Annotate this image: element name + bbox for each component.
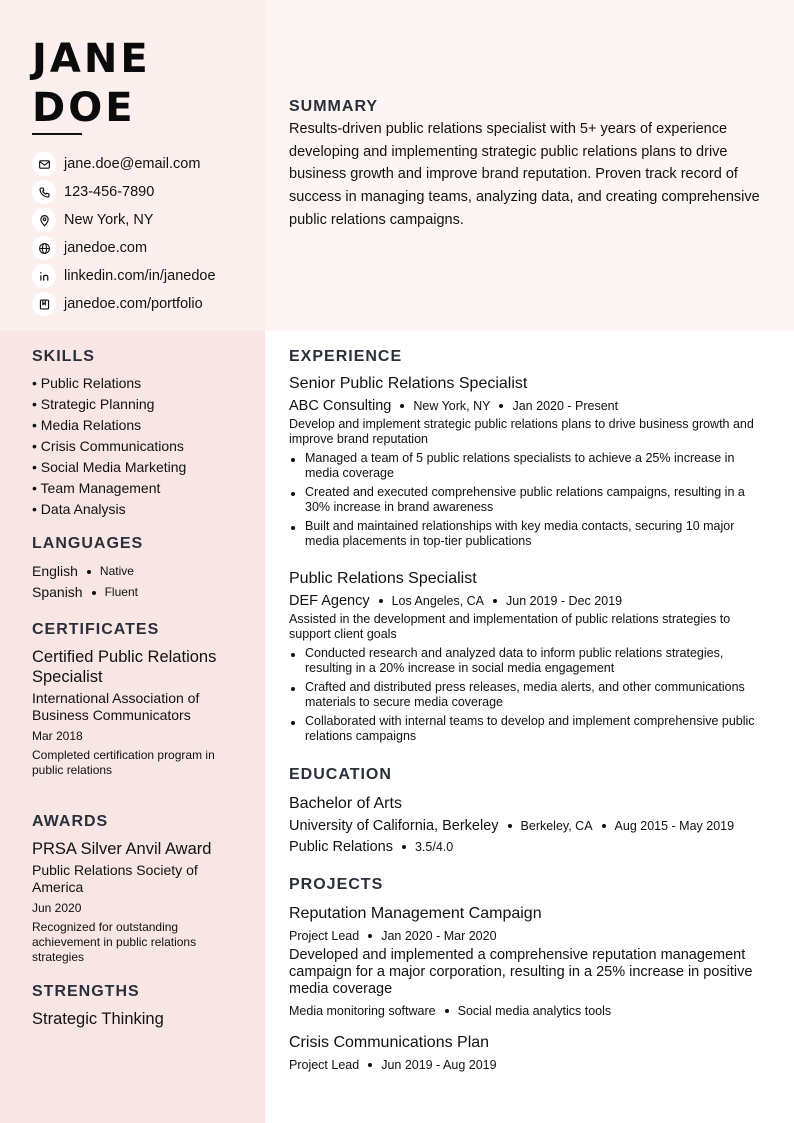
- projects-section: [289, 876, 765, 1019]
- contact-phone[interactable]: [32, 178, 216, 206]
- job-bullet: Conducted research and analyzed data to inform public relations strategies, resulting in a 20% increase in social media engagement: [289, 646, 765, 676]
- education-dates: Aug 2015 - May 2019: [614, 818, 735, 833]
- gpa: 3.5/4.0: [414, 839, 454, 854]
- languages-section: [32, 535, 247, 603]
- language-name: Spanish: [32, 584, 83, 600]
- separator-dot: [368, 1063, 372, 1067]
- contact-portfolio[interactable]: [32, 290, 216, 318]
- location-pin-icon: [32, 208, 56, 232]
- contact-email[interactable]: [32, 150, 216, 178]
- certificates-section: [32, 621, 247, 778]
- skills-section: [32, 348, 247, 520]
- job-bullets: [289, 451, 765, 549]
- separator-dot: [508, 824, 512, 828]
- contact-linkedin-text: linkedin.com/in/janedoe: [64, 268, 216, 284]
- skill-item: • Media Relations: [32, 417, 142, 433]
- portfolio-icon: [32, 292, 56, 316]
- job-title: Public Relations Specialist: [289, 570, 477, 587]
- certificate-org: International Association of Business Communicators: [32, 690, 200, 723]
- last-name: DOE: [32, 85, 136, 131]
- job-location: Los Angeles, CA: [391, 593, 485, 608]
- education-field-row: [289, 838, 765, 855]
- contact-list: [32, 150, 216, 318]
- project-entry: [289, 1033, 765, 1073]
- separator-dot: [368, 934, 372, 938]
- linkedin-icon: [32, 264, 56, 288]
- education-section: [289, 766, 765, 855]
- project-role: Project Lead: [289, 928, 360, 943]
- first-name: JANE: [32, 36, 151, 82]
- language-level: Fluent: [104, 585, 138, 599]
- separator-dot: [92, 591, 96, 595]
- contact-phone-text: 123-456-7890: [64, 184, 155, 200]
- skills-heading: SKILLS: [32, 348, 95, 365]
- separator-dot: [87, 570, 91, 574]
- skill-item: • Public Relations: [32, 375, 142, 391]
- education-meta: [289, 817, 765, 834]
- project-tools: [289, 1002, 765, 1019]
- project-name: Reputation Management Campaign: [289, 905, 542, 922]
- award-date: Jun 2020: [32, 901, 82, 915]
- skill-item: • Data Analysis: [32, 501, 126, 517]
- skill-item: • Team Management: [32, 480, 161, 496]
- job-title: Senior Public Relations Specialist: [289, 375, 528, 392]
- contact-email-text: jane.doe@email.com: [64, 156, 201, 172]
- contact-website[interactable]: [32, 234, 216, 262]
- job-description: Assisted in the development and implementation of public relations strategies to support client goals: [289, 612, 731, 641]
- strengths-heading: STRENGTHS: [32, 983, 140, 1000]
- experience-heading: EXPERIENCE: [289, 348, 403, 365]
- awards-section: [32, 813, 247, 965]
- job-entry: [289, 569, 765, 748]
- school-name: University of California, Berkeley: [289, 817, 499, 834]
- project-dates: Jan 2020 - Mar 2020: [381, 928, 497, 943]
- separator-dot: [493, 599, 497, 603]
- project-name: Crisis Communications Plan: [289, 1034, 490, 1051]
- job-dates: Jun 2019 - Dec 2019: [506, 593, 623, 608]
- globe-icon: [32, 236, 56, 260]
- school-location: Berkeley, CA: [520, 818, 593, 833]
- job-entry: [289, 374, 765, 549]
- job-bullets: [289, 646, 765, 744]
- contact-linkedin[interactable]: [32, 262, 216, 290]
- project-tool: Media monitoring software: [289, 1003, 436, 1018]
- job-meta: [289, 592, 765, 609]
- job-bullet: Built and maintained relationships with key media contacts, securing 10 major media placements in top-tier publications: [289, 519, 765, 549]
- award-org: Public Relations Society of America: [32, 862, 198, 895]
- languages-list: [32, 561, 247, 603]
- job-bullet: Crafted and distributed press releases, media alerts, and other communications materials to secure media coverage: [289, 680, 765, 710]
- contact-website-text: janedoe.com: [64, 240, 148, 256]
- certificate-name: Certified Public Relations Specialist: [32, 648, 217, 686]
- job-company: DEF Agency: [289, 592, 370, 609]
- job-company: ABC Consulting: [289, 397, 392, 414]
- project-description: Developed and implemented a comprehensive reputation management campaign for a major corporation, resulting in a 25% increase in positive media coverage: [289, 947, 753, 997]
- award-name: PRSA Silver Anvil Award: [32, 840, 212, 858]
- field-of-study: Public Relations: [289, 838, 393, 855]
- phone-icon: [32, 180, 56, 204]
- project-meta: [289, 927, 765, 944]
- degree: Bachelor of Arts: [289, 795, 402, 812]
- contact-location: [32, 206, 216, 234]
- separator-dot: [402, 845, 406, 849]
- language-item: [32, 561, 247, 582]
- language-item: [32, 582, 247, 603]
- projects-heading: PROJECTS: [289, 876, 384, 893]
- skill-item: • Strategic Planning: [32, 396, 155, 412]
- award-desc: Recognized for outstanding achievement in public relations strategies: [32, 920, 197, 964]
- project-entry: [289, 904, 765, 1019]
- certificate-date: Mar 2018: [32, 729, 83, 743]
- contact-portfolio-text: janedoe.com/portfolio: [64, 296, 203, 312]
- job-bullet: Managed a team of 5 public relations specialists to achieve a 25% increase in media coverage: [289, 451, 765, 481]
- separator-dot: [379, 599, 383, 603]
- strength-item: Strategic Thinking: [32, 1010, 164, 1028]
- name-divider: [32, 133, 82, 135]
- language-name: English: [32, 563, 78, 579]
- certificates-heading: CERTIFICATES: [32, 621, 160, 638]
- certificate-desc: Completed certification program in public relations: [32, 748, 215, 777]
- separator-dot: [499, 404, 503, 408]
- skill-item: • Crisis Communications: [32, 438, 184, 454]
- skills-list: [32, 373, 247, 520]
- languages-heading: LANGUAGES: [32, 535, 144, 552]
- separator-dot: [445, 1009, 449, 1013]
- project-tool: Social media analytics tools: [457, 1003, 612, 1018]
- job-location: New York, NY: [413, 398, 491, 413]
- language-level: Native: [99, 564, 134, 578]
- project-meta: [289, 1056, 765, 1073]
- project-role: Project Lead: [289, 1057, 360, 1072]
- summary-text: Results-driven public relations specialist with 5+ years of experience developing and implementing strategic public relations plans to drive business growth and improve brand reputation. Proven track record of success in managing teams, analyzing data, and creating comprehensive public relations campaigns.: [289, 121, 760, 228]
- job-dates: Jan 2020 - Present: [512, 398, 619, 413]
- skill-item: • Social Media Marketing: [32, 459, 187, 475]
- awards-heading: AWARDS: [32, 813, 109, 830]
- mail-icon: [32, 152, 56, 176]
- job-meta: [289, 397, 765, 414]
- candidate-name: [32, 35, 151, 133]
- education-heading: EDUCATION: [289, 766, 392, 783]
- strengths-section: [32, 983, 247, 1029]
- separator-dot: [400, 404, 404, 408]
- job-bullet: Created and executed comprehensive public relations campaigns, resulting in a 30% increase in brand awareness: [289, 485, 765, 515]
- job-description: Develop and implement strategic public relations plans to drive business growth and improve brand reputation: [289, 417, 754, 446]
- project-dates: Jun 2019 - Aug 2019: [381, 1057, 497, 1072]
- summary-heading: SUMMARY: [289, 98, 379, 115]
- separator-dot: [602, 824, 606, 828]
- experience-section: [289, 348, 765, 553]
- contact-location-text: New York, NY: [64, 212, 154, 228]
- job-bullet: Collaborated with internal teams to develop and implement comprehensive public relations campaigns: [289, 714, 765, 744]
